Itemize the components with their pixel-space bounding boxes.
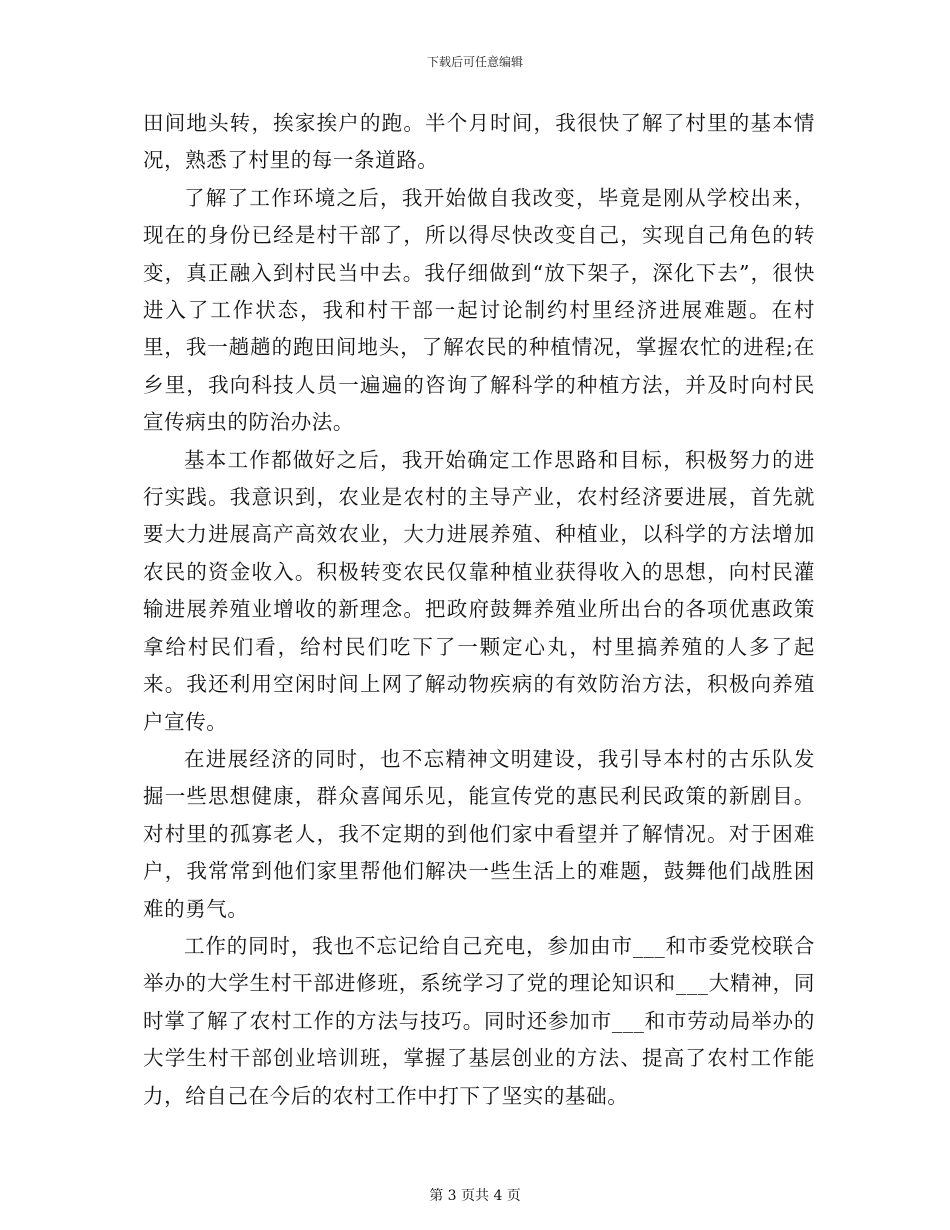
paragraph-4: 在进展经济的同时，也不忘精神文明建设，我引导本村的古乐队发掘一些思想健康，群众喜闻乐见，能宣传党的惠民利民政策的新剧目。对村里的孤寡老人，我不定期的到他们家中看望并了解情况。对于困难户，我常常到他们家里帮他们解决一些生活上的难题，鼓舞他们战胜困难的勇气。 [143,746,815,921]
paragraph-2: 了解了工作环境之后，我开始做自我改变，毕竟是刚从学校出来，现在的身份已经是村干部了，所以得尽快改变自己，实现自己角色的转变，真正融入到村民当中去。我仔细做到“放下架子，深化下去”，很快进入了工作状态，我和村干部一起讨论制约村里经济进展难题。在村里，我一趟趟的跑田间地头，了解农民的种植情况，掌握农忙的进程;在乡里，我向科技人员一遍遍的咨询了解科学的种植方法，并及时向村民宣传病虫的防治办法。 [143,185,815,435]
page-header-note: 下载后可任意编辑 [426,55,523,69]
paragraph-3: 基本工作都做好之后，我开始确定工作思路和目标，积极努力的进行实践。我意识到，农业是农村的主导产业，农村经济要进展，首先就要大力进展高产高效农业，大力进展养殖、种植业，以科学的方法增加农民的资金收入。积极转变农民仅靠种植业获得收入的思想，向村民灌输进展养殖业增收的新理念。把政府鼓舞养殖业所出台的各项优惠政策拿给村民们看，给村民们吃下了一颗定心丸，村里搞养殖的人多了起来。我还利用空闲时间上网了解动物疾病的有效防治方法，积极向养殖户宣传。 [143,447,815,734]
paragraph-1: 田间地头转，挨家挨户的跑。半个月时间，我很快了解了村里的基本情况，熟悉了村里的每一条道路。 [143,111,815,173]
page-number-footer: 第 3 页共 4 页 [429,1188,521,1204]
paragraph-5: 工作的同时，我也不忘记给自己充电，参加由市___和市委党校联合举办的大学生村干部进修班，系统学习了党的理论知识和___大精神，同时掌了解了农村工作的方法与技巧。同时还参加市___和市劳动局举办的大学生村干部创业培训班，掌握了基层创业的方法、提高了农村工作能力，给自己在今后的农村工作中打下了坚实的基础。 [143,933,815,1108]
document-body [143,105,815,1115]
